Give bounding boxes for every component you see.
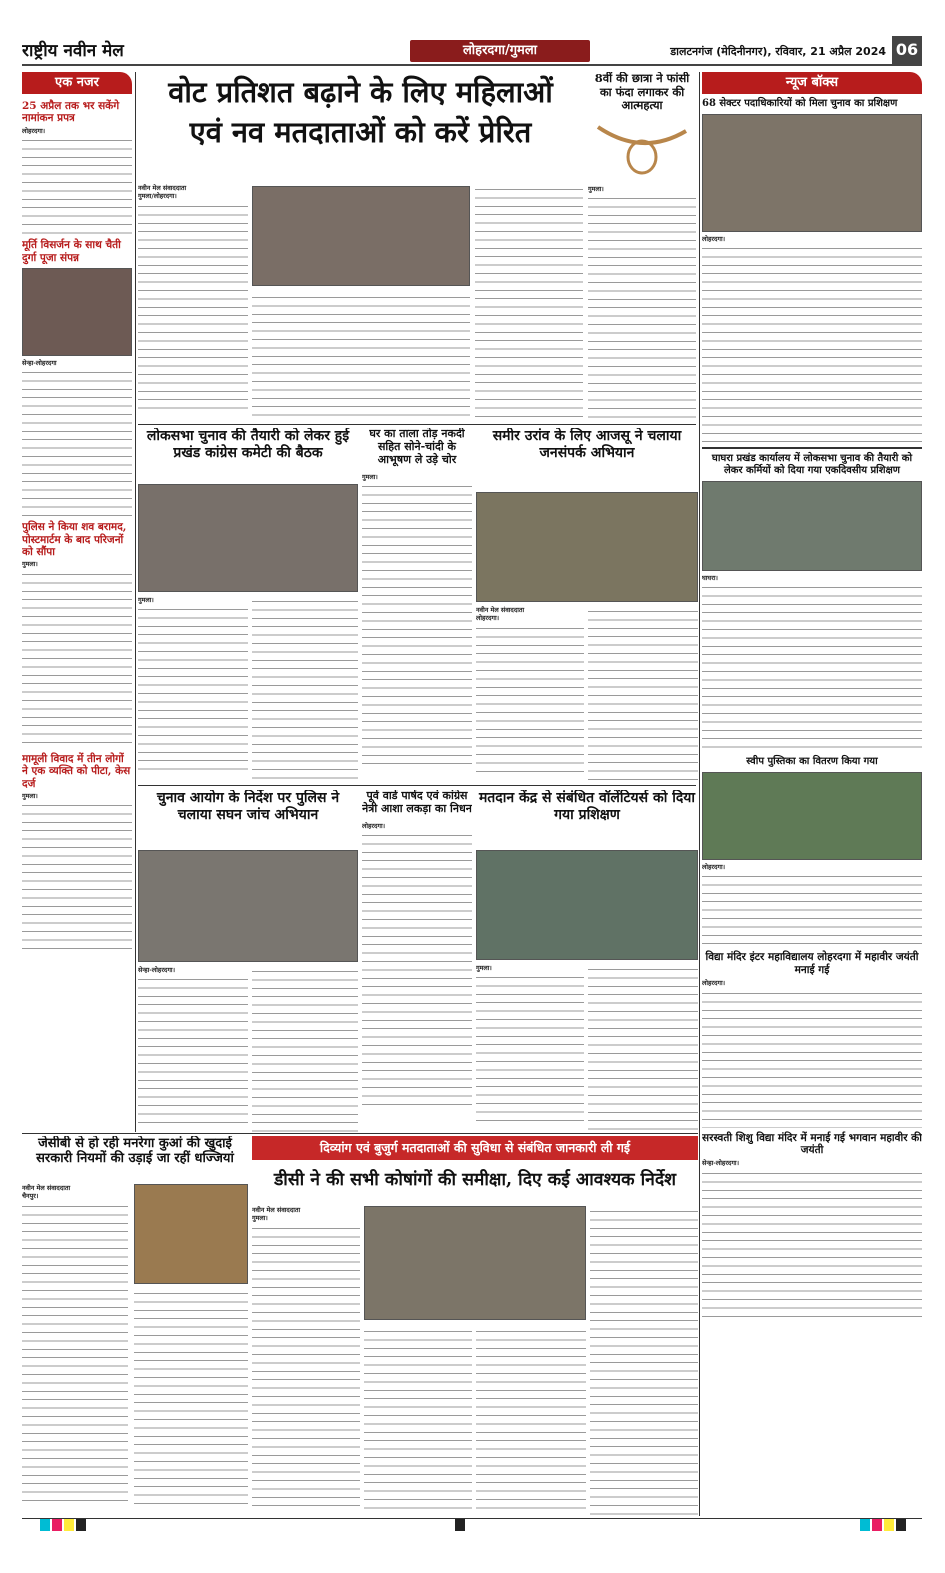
congress-headline: लोकसभा चुनाव की तैयारी को लेकर हुई प्रखंड कांग्रेस कमेटी की बैठक bbox=[146, 428, 350, 461]
banner-strip: दिव्यांग एवं बुजुर्ग मतदाताओं की सुविधा से संबंधित जानकारी ली गई bbox=[252, 1136, 698, 1160]
theft-story bbox=[362, 428, 472, 780]
main-body-3 bbox=[475, 184, 583, 420]
police-col-1 bbox=[138, 966, 248, 1134]
volunteers-headline: मतदान केंद्र से संबंधित वॉलेंटियर्स को दिया गया प्रशिक्षण bbox=[478, 790, 696, 823]
sveep-booklet-photo bbox=[702, 772, 922, 860]
mgnrega-byline: नवीन मेल संवाददाता bbox=[22, 1184, 71, 1192]
news-box-dateline-4: लोहरदगा। bbox=[702, 979, 726, 988]
main-headline-line-1: वोट प्रतिशत बढ़ाने के लिए महिलाओं bbox=[168, 75, 553, 109]
page-number: 06 bbox=[892, 36, 922, 64]
registration-mark bbox=[64, 1519, 74, 1531]
ek-nazar-headline-4: मामूली विवाद में तीन लोगों ने एक व्यक्ति को पीटा, केस दर्ज bbox=[22, 752, 131, 790]
news-box-body-5 bbox=[702, 1168, 922, 1318]
column-rule bbox=[135, 72, 136, 1132]
registration-mark bbox=[52, 1519, 62, 1531]
police-check-photo bbox=[138, 850, 358, 962]
ek-nazar-title: एक नजर bbox=[22, 72, 132, 94]
news-box-dateline-1: लोहरदगा। bbox=[702, 234, 726, 243]
news-box-headline-4: विद्या मंदिर इंटर महाविद्यालय लोहरदगा में महावीर जयंती मनाई गई bbox=[705, 951, 919, 976]
suicide-headline: 8वीं की छात्रा ने फांसी का फंदा लगाकर की आत्महत्या bbox=[594, 72, 690, 113]
ek-nazar-dateline-4: गुमला। bbox=[22, 791, 38, 800]
ghaghra-training-photo bbox=[702, 481, 922, 571]
dc-headline: डीसी ने की सभी कोषांगों की समीक्षा, दिए कई आवश्यक निर्देश bbox=[273, 1170, 677, 1190]
registration-mark bbox=[872, 1519, 882, 1531]
police-headline: चुनाव आयोग के निर्देश पर पुलिस ने चलाया सघन जांच अभियान bbox=[156, 790, 340, 823]
campaign-body-1 bbox=[476, 623, 584, 773]
police-headline-wrap bbox=[138, 790, 358, 846]
police-dateline: सेन्हा-लोहरदगा। bbox=[138, 966, 175, 974]
news-box-column bbox=[702, 72, 922, 1516]
well-digging-photo bbox=[134, 1184, 248, 1284]
ek-nazar-body-2 bbox=[22, 367, 132, 517]
news-box-headline-1: 68 सेक्टर पदाधिकारियों को मिला चुनाव का प्रशिक्षण bbox=[702, 98, 898, 109]
news-box-body-3 bbox=[702, 871, 922, 947]
news-box-dateline-2: घाघरा। bbox=[702, 573, 718, 582]
row-rule bbox=[138, 424, 696, 425]
news-box-title: न्यूज बॉक्स bbox=[702, 72, 922, 94]
news-box-body-4 bbox=[702, 988, 922, 1128]
registration-mark bbox=[860, 1519, 870, 1531]
campaign-photo bbox=[476, 492, 698, 602]
campaign-dateline: लोहरदगा। bbox=[476, 614, 500, 623]
durga-idol-photo bbox=[22, 268, 132, 356]
mgnrega-body-1 bbox=[22, 1201, 128, 1501]
volunteers-col-1 bbox=[476, 964, 584, 1134]
obit-body bbox=[362, 830, 472, 1110]
meeting-photo bbox=[252, 186, 470, 286]
volunteers-photo bbox=[476, 850, 698, 960]
ek-nazar-headline-1: 25 अप्रैल तक भर सकेंगे नामांकन प्रपत्र bbox=[22, 100, 120, 125]
dateline: डालटनगंज (मेदिनीनगर), रविवार, 21 अप्रैल 2024 bbox=[670, 45, 886, 58]
registration-mark bbox=[76, 1519, 86, 1531]
dc-body-1 bbox=[252, 1223, 360, 1513]
news-box-headline-5: सरस्वती शिशु विद्या मंदिर में मनाई गई भगवान महावीर की जयंती bbox=[702, 1131, 922, 1156]
police-body-2 bbox=[252, 966, 358, 1134]
congress-dateline: गुमला। bbox=[138, 596, 154, 604]
news-box-body-1 bbox=[702, 243, 922, 443]
dc-dateline: गुमला। bbox=[252, 1214, 268, 1223]
congress-headline-wrap bbox=[138, 428, 358, 480]
campaign-col-1 bbox=[476, 606, 584, 780]
dc-review-photo bbox=[364, 1206, 586, 1320]
bottom-rule bbox=[22, 1518, 922, 1519]
dc-body-4 bbox=[590, 1206, 698, 1516]
news-box-headline-2: घाघरा प्रखंड कार्यालय में लोकसभा चुनाव की तैयारी को लेकर कर्मियों को दिया गया एकदिवसीय प्रशिक्षण bbox=[711, 453, 913, 476]
ek-nazar-dateline-1: लोहरदगा। bbox=[22, 126, 46, 135]
mgnrega-dateline: चैनपुर। bbox=[22, 1192, 39, 1201]
news-box-dateline-3: लोहरदगा। bbox=[702, 863, 726, 871]
theft-body bbox=[362, 481, 472, 771]
campaign-body-2 bbox=[588, 606, 698, 780]
campaign-byline: नवीन मेल संवाददाता bbox=[476, 606, 525, 614]
column-rule bbox=[699, 72, 700, 1516]
dc-body-3 bbox=[476, 1326, 586, 1516]
obit-headline: पूर्व वार्ड पार्षद एवं कांग्रेस नेत्री आशा लकड़ा का निधन bbox=[362, 790, 472, 815]
noose-illustration bbox=[588, 117, 696, 179]
sector-training-photo bbox=[702, 114, 922, 232]
ek-nazar-column bbox=[22, 72, 132, 952]
main-story-headline bbox=[138, 72, 583, 184]
news-box-body-2 bbox=[702, 582, 922, 752]
obit-dateline: लोहरदगा। bbox=[362, 821, 386, 830]
ek-nazar-dateline-2: सेन्हा-लोहरदगा bbox=[22, 358, 57, 367]
dc-byline: नवीन मेल संवाददाता bbox=[252, 1206, 301, 1214]
volunteers-headline-wrap bbox=[476, 790, 698, 846]
main-body-2 bbox=[252, 292, 470, 420]
dc-body-2 bbox=[364, 1326, 472, 1516]
row-rule bbox=[138, 785, 696, 786]
theft-headline: घर का ताला तोड़ नकदी सहित सोने-चांदी के आभूषण ले उड़े चोर bbox=[369, 428, 465, 466]
ek-nazar-headline-3: पुलिस ने किया शव बरामद, पोस्टमार्टम के बाद परिजनों को सौंपा bbox=[22, 521, 127, 559]
ek-nazar-body-4 bbox=[22, 800, 132, 952]
dc-col-1 bbox=[252, 1206, 360, 1516]
registration-mark bbox=[896, 1519, 906, 1531]
news-box-dateline-5: सेन्हा-लोहरदगा। bbox=[702, 1159, 739, 1168]
mgnrega-story bbox=[22, 1136, 248, 1516]
suicide-body bbox=[588, 193, 696, 418]
ek-nazar-dateline-3: गुमला। bbox=[22, 560, 38, 569]
main-body-1 bbox=[138, 201, 248, 411]
main-dateline: गुमला/लोहरदगा। bbox=[138, 192, 177, 201]
congress-body-1 bbox=[138, 604, 248, 774]
newspaper-name: राष्ट्रीय नवीन मेल bbox=[22, 41, 124, 61]
theft-dateline: गुमला। bbox=[362, 472, 378, 481]
main-byline: नवीन मेल संवाददाता bbox=[138, 184, 187, 192]
row-rule bbox=[22, 1133, 698, 1134]
section-label: लोहरदगा/गुमला bbox=[410, 40, 590, 62]
congress-body-2 bbox=[252, 596, 358, 780]
divider bbox=[702, 447, 922, 449]
obit-story bbox=[362, 790, 472, 1134]
congress-col-1 bbox=[138, 596, 248, 780]
congress-meeting-photo bbox=[138, 484, 358, 592]
suicide-story bbox=[588, 72, 696, 420]
police-body-1 bbox=[138, 974, 248, 1124]
ek-nazar-headline-2: मूर्ति विसर्जन के साथ चैती दुर्गा पूजा संपन्न bbox=[22, 239, 121, 264]
volunteers-body-1 bbox=[476, 972, 584, 1127]
volunteers-body-2 bbox=[588, 964, 698, 1134]
main-story-col-1 bbox=[138, 184, 248, 420]
campaign-headline-wrap bbox=[476, 428, 698, 488]
ek-nazar-body-3 bbox=[22, 569, 132, 749]
registration-mark bbox=[455, 1519, 465, 1531]
registration-mark bbox=[884, 1519, 894, 1531]
volunteers-dateline: गुमला। bbox=[476, 964, 492, 972]
dc-headline-wrap bbox=[252, 1162, 698, 1200]
suicide-dateline: गुमला। bbox=[588, 184, 604, 193]
masthead bbox=[22, 36, 922, 66]
registration-mark bbox=[40, 1519, 50, 1531]
news-box-headline-3: स्वीप पुस्तिका का वितरण किया गया bbox=[746, 756, 878, 768]
mgnrega-headline: जेसीबी से हो रही मनरेगा कुआं की खुदाई सरकारी नियमों की उड़ाई जा रहीं धज्जियां bbox=[36, 1136, 234, 1167]
campaign-headline: समीर उरांव के लिए आजसू ने चलाया जनसंपर्क अभियान bbox=[492, 428, 682, 461]
mgnrega-body-2 bbox=[134, 1288, 248, 1508]
main-headline-line-2: एवं नव मतदाताओं को करें प्रेरित bbox=[189, 115, 532, 149]
ek-nazar-body-1 bbox=[22, 135, 132, 235]
